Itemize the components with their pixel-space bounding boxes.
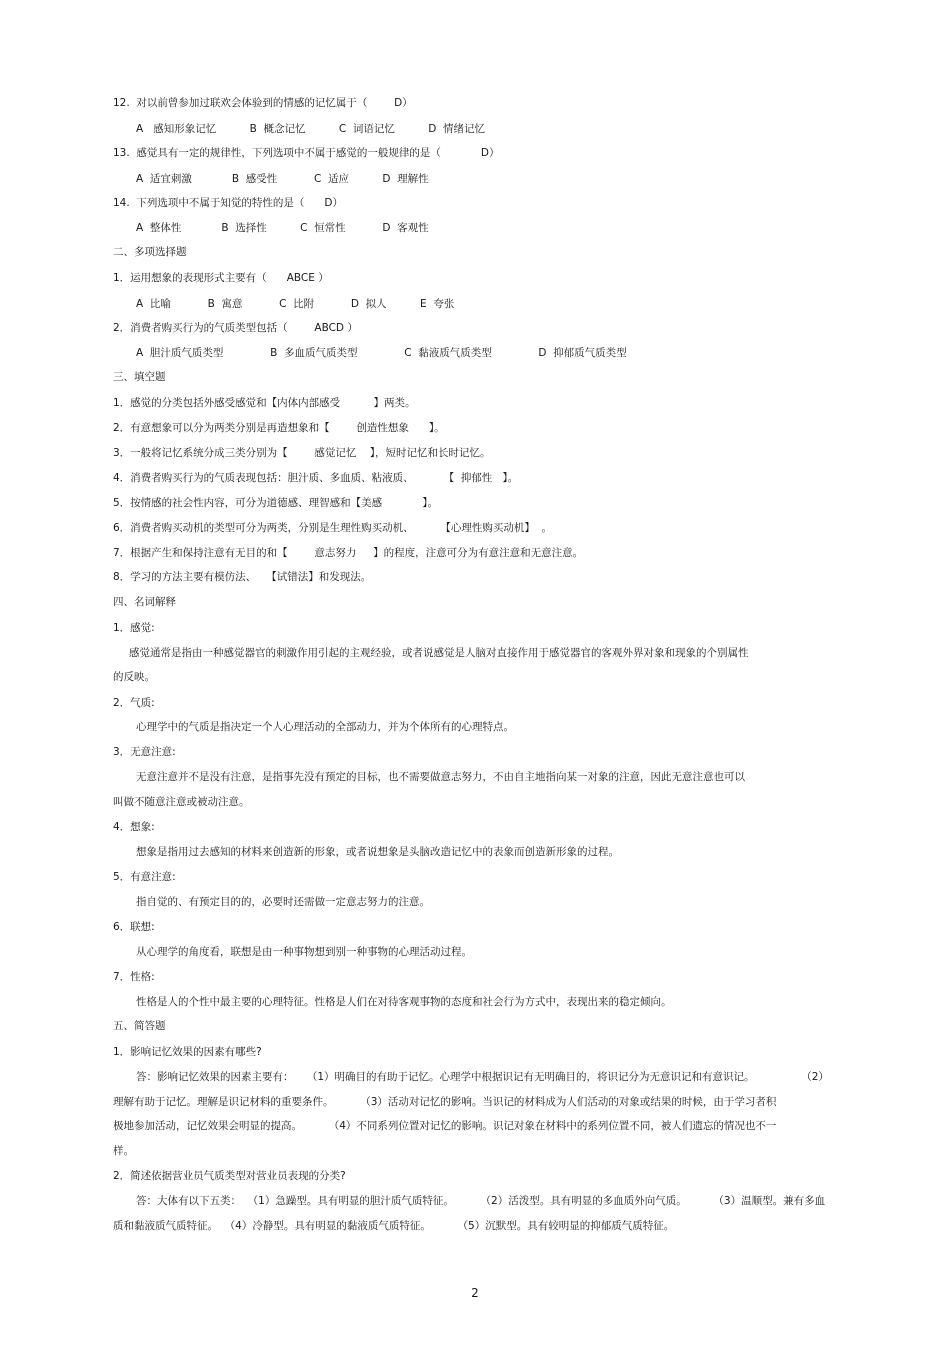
fill-blank-item: 4．消费者购买行为的气质表现包括：胆汁质、多血质、粘液质、 【 抑郁性 】。 [113,472,519,484]
short-question: 1．影响记忆效果的因素有哪些? [113,1046,262,1058]
question-12: 12. 对以前曾参加过联欢会体验到的情感的记忆属于（ D） [113,97,413,109]
options-12: A 感知形象记忆 B 概念记忆 C 词语记忆 D 情绪记忆 [136,123,485,135]
page-number: 2 [471,1286,479,1300]
fill-blank-item: 6．消费者购买动机的类型可分为两类，分别是生理性购买动机、 【心理性购买动机】 。 [113,522,553,534]
fill-blank-item: 2．有意想象可以分为两类分别是再造想象和【 创造性想象 】。 [113,422,445,434]
section-heading: 五、简答题 [113,1020,166,1032]
answer-text: 样。 [113,1145,134,1157]
term-title: 5．有意注意: [113,871,176,883]
term-definition: 性格是人的个性中最主要的心理特征。性格是人们在对待客观事物的态度和社会行为方式中，表现出来的稳定倾向。 [136,996,672,1008]
term-definition: 指自觉的、有预定目的的，必要时还需做一定意志努力的注意。 [136,896,430,908]
term-definition: 无意注意并不是没有注意，是指事先没有预定的目标，也不需要做意志努力，不由自主地指向某一对象的注意，因此无意注意也可以 [136,771,745,783]
answer-text: 质和黏液质气质特征。 （4）冷静型。具有明显的黏液质气质特征。 （5）沉默型。具有较明显的抑郁质气质特征。 [113,1220,675,1232]
term-title: 6．联想: [113,921,155,933]
answer-text: 答：影响记忆效果的因素主要有： （1）明确目的有助于记忆。心理学中根据识记有无明确目的，将识记分为无意识记和有意识记。 （2） [136,1071,829,1083]
question-14: 14. 下列选项中不属于知觉的特性的是（ D） [113,197,343,209]
term-definition: 心理学中的气质是指决定一个人心理活动的全部动力，并为个体所有的心理特点。 [136,721,514,733]
term-title: 4．想象: [113,821,155,833]
answer-text: 极地参加活动，记忆效果会明显的提高。 （4）不同系列位置对记忆的影响。识记对象在材料中的系列位置不同，被人们遗忘的情况也不一 [113,1120,777,1132]
term-definition: 从心理学的角度看，联想是由一种事物想到别一种事物的心理活动过程。 [136,946,472,958]
question-13: 13. 感觉具有一定的规律性，下列选项中不属于感觉的一般规律的是（ D） [113,147,500,159]
answer-text: 理解有助于记忆。理解是识记材料的重要条件。 （3）活动对记忆的影响。当识记的材料成为人们活动的对象或结果的时候，由于学习者积 [113,1096,777,1108]
term-definition: 想象是指用过去感知的材料来创造新的形象，或者说想象是头脑改造记忆中的表象而创造新形象的过程。 [136,846,619,858]
section-heading: 二、多项选择题 [113,246,187,258]
short-question: 2．简述依据营业员气质类型对营业员表现的分类? [113,1170,346,1182]
options-13: A 适宜刺激 B 感受性 C 适应 D 理解性 [136,173,429,185]
term-title: 2．气质: [113,697,155,709]
section-heading: 三、填空题 [113,371,166,383]
fill-blank-item: 1．感觉的分类包括外感受感觉和【内体内部感受 】两类。 [113,397,416,409]
question-text: 1．运用想象的表现形式主要有（ ABCE ） [113,272,329,284]
section-heading: 四、名词解释 [113,596,176,608]
term-definition: 叫做不随意注意或被动注意。 [113,796,250,808]
options-14: A 整体性 B 选择性 C 恒常性 D 客观性 [136,222,429,234]
term-definition: 的反映。 [113,671,155,683]
fill-blank-item: 7．根据产生和保持注意有无目的和【 意志努力 】的程度，注意可分为有意注意和无意注意。 [113,547,584,559]
options-text: A 比喻 B 寓意 C 比附 D 拟人 E 夸张 [136,298,455,310]
term-definition: 感觉通常是指由一种感觉器官的刺激作用引起的主观经验，或者说感觉是人脑对直接作用于感觉器官的客观外界对象和现象的个别属性 [129,647,749,659]
term-title: 1．感觉: [113,622,155,634]
answer-text: 答：大体有以下五类： （1）急躁型。具有明显的胆汁质气质特征。 （2）活泼型。具有明显的多血质外向气质。 （3）温顺型。兼有多血 [136,1195,826,1207]
fill-blank-item: 8．学习的方法主要有模仿法、 【试错法】和发现法。 [113,571,372,583]
fill-blank-item: 3．一般将记忆系统分成三类分别为【 感觉记忆 】，短时记忆和长时记忆。 [113,447,491,459]
term-title: 7．性格: [113,971,155,983]
options-text: A 胆汁质气质类型 B 多血质气质类型 C 黏液质气质类型 D 抑郁质气质类型 [136,347,627,359]
fill-blank-item: 5．按情感的社会性内容，可分为道德感、理智感和【美感 】。 [113,497,438,509]
question-text: 2．消费者购买行为的气质类型包括（ ABCD ） [113,322,358,334]
term-title: 3．无意注意: [113,746,176,758]
